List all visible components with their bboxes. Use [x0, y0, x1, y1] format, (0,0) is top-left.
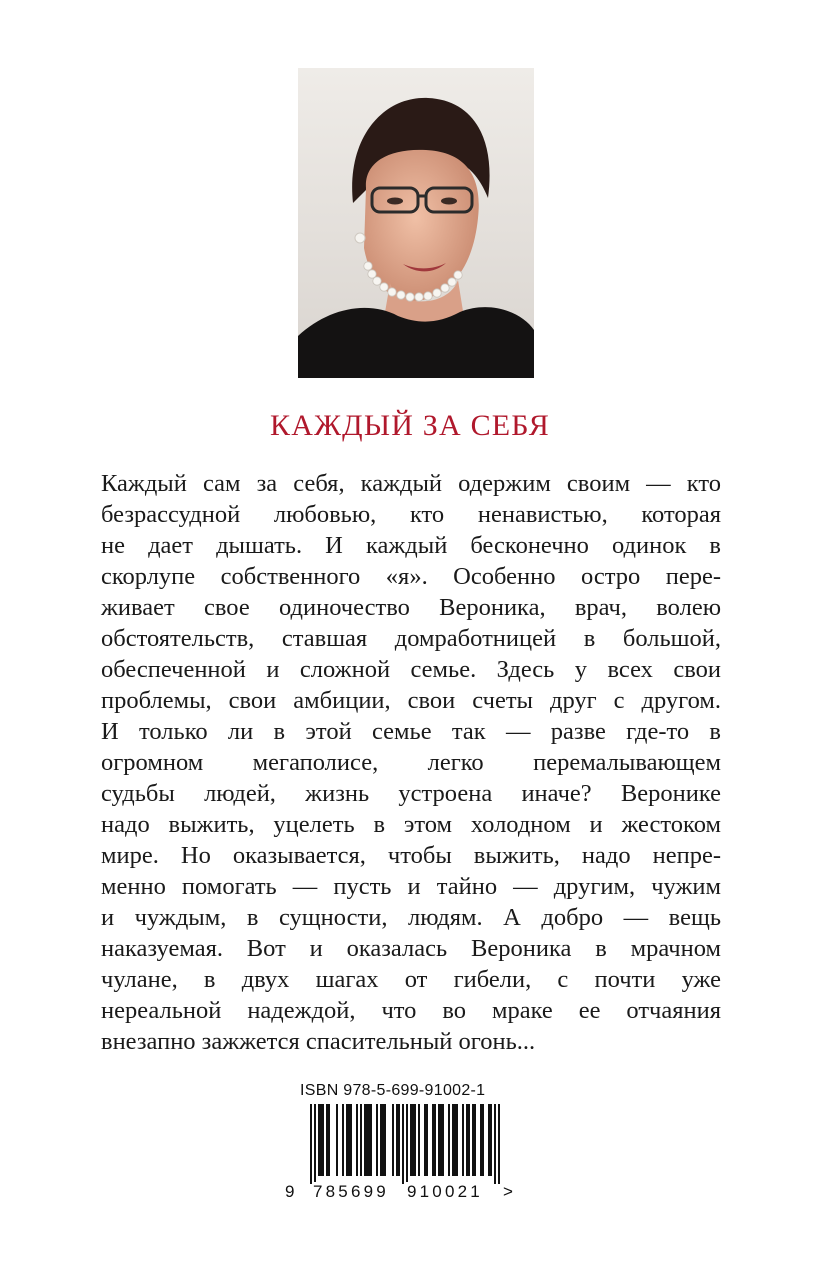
annotation-line: обеспеченной и сложной семье. Здесь у всех свои — [101, 656, 721, 683]
annotation-line: И только ли в этой семье так — разве где-то в — [101, 718, 721, 745]
barcode-bar — [498, 1104, 500, 1184]
barcode-bar — [490, 1104, 492, 1176]
barcode-bar — [494, 1104, 496, 1184]
barcode-bar — [488, 1104, 490, 1176]
annotation-line: нереальной надеждой, что во мраке ее отчаяния — [101, 997, 721, 1024]
isbn-block — [284, 1082, 514, 1200]
barcode-bar — [322, 1104, 324, 1176]
barcode-bar — [356, 1104, 358, 1176]
barcode-bar — [348, 1104, 350, 1176]
barcode-bar — [468, 1104, 470, 1176]
barcode-bar — [370, 1104, 372, 1176]
barcode-bar — [406, 1104, 408, 1184]
barcode-bar — [314, 1104, 316, 1184]
isbn-label: ISBN 978-5-699-91002-1 — [300, 1082, 486, 1099]
annotation-line: мире. Но оказывается, чтобы выжить, надо непре- — [101, 842, 721, 869]
barcode-bar — [442, 1104, 444, 1176]
barcode-bar — [452, 1104, 454, 1176]
barcode-bar — [320, 1104, 322, 1176]
barcode-bar — [368, 1104, 370, 1176]
barcode-bar — [360, 1104, 362, 1176]
barcode-bar — [328, 1104, 330, 1176]
annotation-line: и чуждым, в сущности, людям. А добро — вещь — [101, 904, 721, 931]
barcode-bar — [454, 1104, 456, 1176]
annotation-line: чулане, в двух шагах от гибели, с почти уже — [101, 966, 721, 993]
barcode-bar — [418, 1104, 420, 1176]
annotation-line: проблемы, свои амбиции, свои счеты друг с другом. — [101, 687, 721, 714]
book-annotation — [101, 468, 721, 1057]
annotation-line: надо выжить, уцелеть в этом холодном и жестоком — [101, 811, 721, 838]
annotation-line: судьбы людей, жизнь устроена иначе? Веронике — [101, 780, 721, 807]
barcode-bar — [342, 1104, 344, 1176]
barcode-bar — [336, 1104, 338, 1176]
annotation-line: живает свое одиночество Вероника, врач, волею — [101, 594, 721, 621]
annotation-line: Каждый сам за себя, каждый одержим своим — кто — [101, 470, 721, 497]
barcode-end-marker: > — [503, 1182, 513, 1201]
barcode-bar — [366, 1104, 368, 1176]
barcode-bar — [426, 1104, 428, 1176]
author-photo — [298, 68, 534, 378]
barcode-bar — [382, 1104, 384, 1176]
annotation-line: наказуемая. Вот и оказалась Вероника в мрачном — [101, 935, 721, 962]
barcode-bar — [398, 1104, 400, 1176]
barcode-bar — [424, 1104, 426, 1176]
barcode-bar — [380, 1104, 382, 1176]
barcode-bar — [384, 1104, 386, 1176]
book-title: КАЖДЫЙ ЗА СЕБЯ — [270, 409, 550, 442]
annotation-line: менно помогать — пусть и тайно — другим, чужим — [101, 873, 721, 900]
barcode-bar — [432, 1104, 434, 1176]
barcode-bar — [410, 1104, 412, 1176]
barcode-bar — [482, 1104, 484, 1176]
barcode-bar — [466, 1104, 468, 1176]
barcode-bar — [412, 1104, 414, 1176]
barcode-group-1: 785699 — [313, 1182, 389, 1201]
barcode-bar — [402, 1104, 404, 1184]
barcode-bar — [318, 1104, 320, 1176]
barcode-bar — [480, 1104, 482, 1176]
barcode-bar — [474, 1104, 476, 1176]
barcode-bar — [346, 1104, 348, 1176]
barcode-bar — [456, 1104, 458, 1176]
barcode-bar — [434, 1104, 436, 1176]
barcode-bar — [448, 1104, 450, 1176]
annotation-line: внезапно зажжется спасительный огонь... — [101, 1028, 536, 1055]
barcode — [284, 1104, 514, 1200]
barcode-bar — [438, 1104, 440, 1176]
barcode-bar — [364, 1104, 366, 1176]
barcode-group-2: 910021 — [407, 1182, 483, 1201]
annotation-line: обстоятельств, ставшая домработницей в большой, — [101, 625, 721, 652]
barcode-bar — [392, 1104, 394, 1176]
barcode-bar — [414, 1104, 416, 1176]
annotation-line: огромном мегаполисе, легко перемалывающем — [101, 749, 721, 776]
barcode-bar — [440, 1104, 442, 1176]
annotation-line: безрассудной любовью, кто ненавистью, которая — [101, 501, 721, 528]
barcode-bar — [462, 1104, 464, 1176]
annotation-line: скорлупе собственного «я». Особенно остро пере- — [101, 563, 721, 590]
annotation-line: не дает дышать. И каждый бесконечно одинок в — [101, 532, 721, 559]
barcode-bar — [376, 1104, 378, 1176]
barcode-bars — [300, 1104, 510, 1184]
barcode-bar — [396, 1104, 398, 1176]
barcode-bar — [310, 1104, 312, 1184]
barcode-bar — [350, 1104, 352, 1176]
barcode-lead-digit: 9 — [285, 1182, 295, 1201]
barcode-bar — [472, 1104, 474, 1176]
barcode-bar — [326, 1104, 328, 1176]
